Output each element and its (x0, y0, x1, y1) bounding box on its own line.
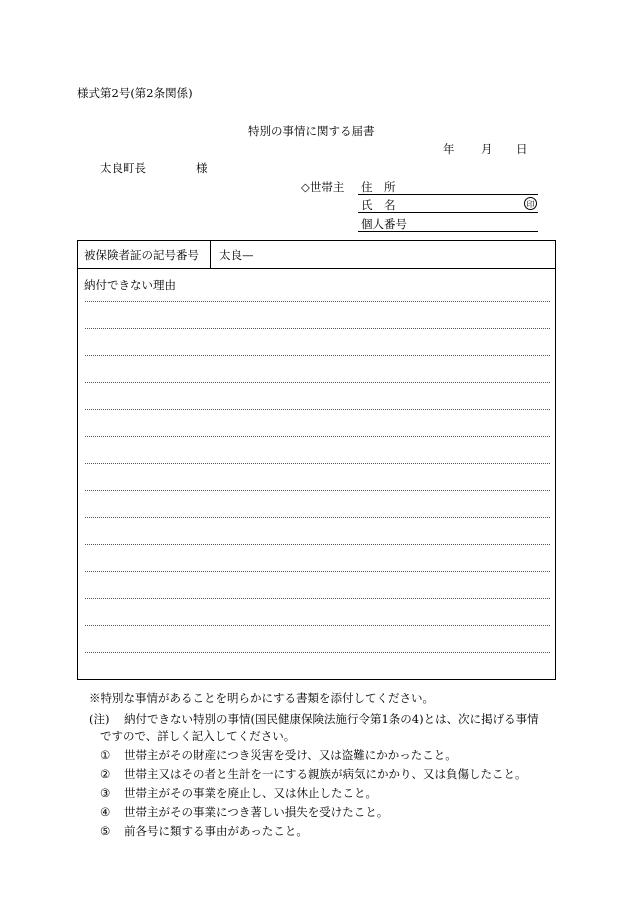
note-item-text: 世帯主がその事業につき著しい損失を受けたこと。 (124, 805, 389, 819)
insurance-row-divider (210, 241, 211, 268)
note-line-2: ですので、詳しく記入してください。 (100, 729, 296, 743)
note-item-number: ② (100, 767, 111, 781)
form-number: 様式第2号(第2条関係) (77, 86, 193, 100)
reason-dotted-line (85, 517, 550, 518)
insurance-number-value: 太良— (219, 248, 254, 262)
note-item-number: ③ (100, 786, 111, 800)
reason-dotted-line (85, 598, 550, 599)
note-item-number: ④ (100, 805, 111, 819)
address-label: 住 所 (361, 180, 396, 194)
attachment-note: ※特別な事情があることを明らかにする書類を添付してください。 (89, 691, 434, 705)
form-table (77, 240, 556, 680)
reason-dotted-line (85, 571, 550, 572)
date-year-label: 年 (443, 142, 455, 156)
note-item-number: ① (100, 748, 111, 762)
note-label: (注) (89, 712, 110, 726)
insurance-row (78, 241, 555, 269)
my-number-underline (358, 231, 538, 232)
reason-dotted-line (85, 544, 550, 545)
honorific: 様 (196, 161, 208, 175)
name-label: 氏 名 (361, 198, 396, 212)
document-title: 特別の事情に関する届書 (248, 124, 375, 138)
reason-dotted-line (85, 355, 550, 356)
note-item-text: 世帯主がその財産につき災害を受け、又は盗難にかかったこと。 (124, 748, 457, 762)
date-day-label: 日 (516, 142, 528, 156)
reason-dotted-line (85, 409, 550, 410)
householder-label: ◇世帯主 (301, 180, 345, 194)
reason-label: 納付できない理由 (84, 278, 176, 292)
note-line-1: 納付できない特別の事情(国民健康保険法施行令第1条の4)とは、次に掲げる事情 (124, 712, 539, 726)
reason-dotted-line (85, 625, 550, 626)
name-underline (358, 212, 538, 213)
reason-dotted-line (85, 490, 550, 491)
reason-dotted-line (85, 328, 550, 329)
reason-dotted-line (85, 652, 550, 653)
reason-dotted-line (85, 436, 550, 437)
note-item-text: 世帯主又はその者と生計を一にする親族が病気にかかり、又は負傷したこと。 (124, 767, 527, 781)
reason-dotted-line (85, 382, 550, 383)
addressee: 太良町長 (100, 161, 146, 175)
reason-dotted-line (85, 301, 550, 302)
reason-dotted-line (85, 463, 550, 464)
date-month-label: 月 (481, 142, 493, 156)
seal-mark: 印 (524, 197, 537, 210)
note-item-number: ⑤ (100, 824, 111, 838)
address-underline (358, 194, 538, 195)
note-item-text: 前各号に類する事由があったこと。 (124, 824, 308, 838)
my-number-label: 個人番号 (361, 217, 407, 231)
insurance-number-label: 被保険者証の記号番号 (84, 248, 199, 262)
note-item-text: 世帯主がその事業を廃止し、又は休止したこと。 (124, 786, 377, 800)
